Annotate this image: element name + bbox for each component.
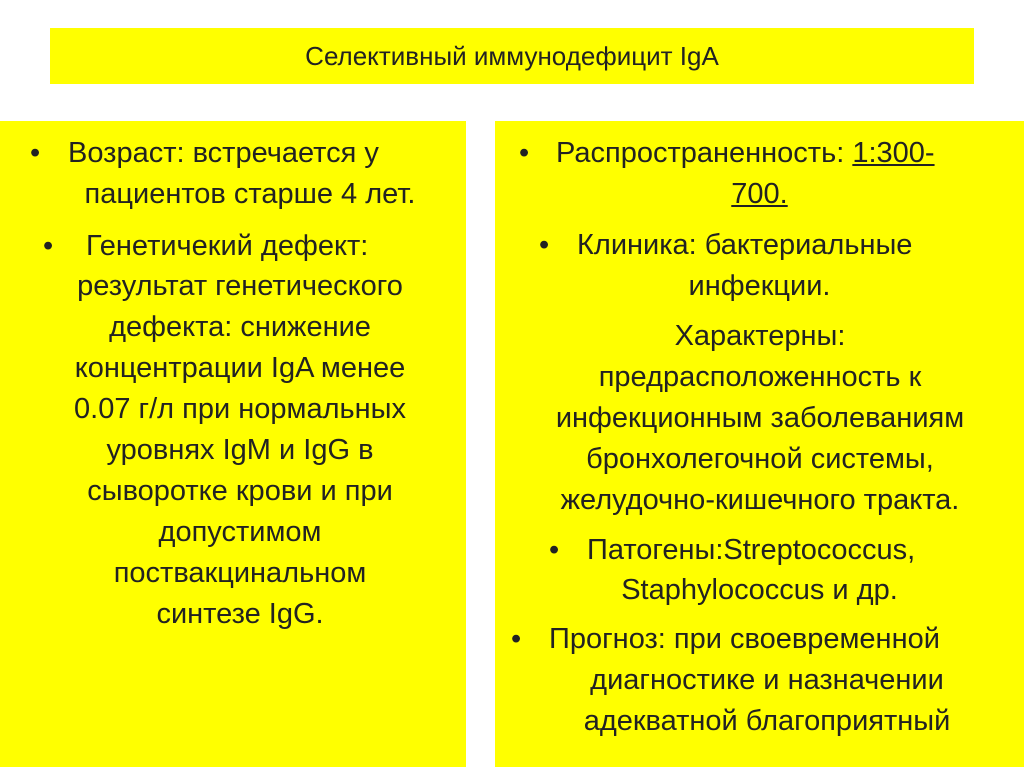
pathogen-line-1: Патогены:Streptococcus,: [587, 534, 916, 566]
prevalence-value-part-1: 1:300-: [852, 137, 935, 169]
bullet-clinic: •: [539, 229, 550, 261]
bullet-genetic: •: [43, 230, 54, 262]
prevalence-line-2: [495, 174, 1024, 215]
prevalence-label: Распространенность:: [556, 137, 853, 169]
age-line-1: Возраст: встречается у: [68, 137, 379, 169]
genetic-line-10: синтезе IgG.: [156, 598, 324, 630]
prevalence-line-1: [556, 133, 935, 174]
prognosis-line-2: диагностике и назначении: [590, 664, 944, 696]
genetic-line-6: уровнях IgM и IgG в: [106, 434, 374, 466]
clinic-line-2: инфекции.: [688, 270, 831, 302]
bullet-prevalence: •: [519, 137, 530, 169]
genetic-line-9: поствакцинальном: [113, 557, 367, 589]
characteristic-line-4: бронхолегочной системы,: [586, 443, 934, 475]
prognosis-line-1: Прогноз: при своевременной: [549, 623, 940, 655]
slide-title-banner: [50, 28, 974, 84]
genetic-line-5: 0.07 г/л при нормальных: [74, 393, 406, 425]
genetic-line-1: Генетичекий дефект:: [86, 230, 369, 262]
genetic-line-3: дефекта: снижение: [109, 311, 371, 343]
prognosis-line-3: адекватной благоприятный: [583, 705, 951, 737]
characteristic-line-2: предрасположенность к: [598, 361, 922, 393]
bullet-age: •: [30, 137, 41, 169]
bullet-pathogens: •: [549, 534, 560, 566]
age-line-2: пациентов старше 4 лет.: [84, 178, 416, 210]
genetic-line-4: концентрации IgA менее: [74, 352, 406, 384]
genetic-line-8: допустимом: [158, 516, 322, 548]
slide-title: Селективный иммунодефицит IgA: [305, 40, 719, 71]
genetic-line-2: результат генетического: [77, 270, 403, 302]
clinic-line-1: Клиника: бактериальные: [577, 229, 913, 261]
pathogen-line-2: Staphylococcus и др.: [621, 574, 898, 606]
genetic-line-7: сыворотке крови и при: [87, 475, 393, 507]
characteristic-line-1: Характерны:: [674, 320, 846, 352]
characteristic-line-5: желудочно-кишечного тракта.: [560, 484, 960, 516]
prevalence-value-part-2: 700.: [731, 178, 788, 210]
characteristic-line-3: инфекционным заболеваниям: [555, 402, 965, 434]
bullet-prognosis: •: [511, 623, 522, 655]
